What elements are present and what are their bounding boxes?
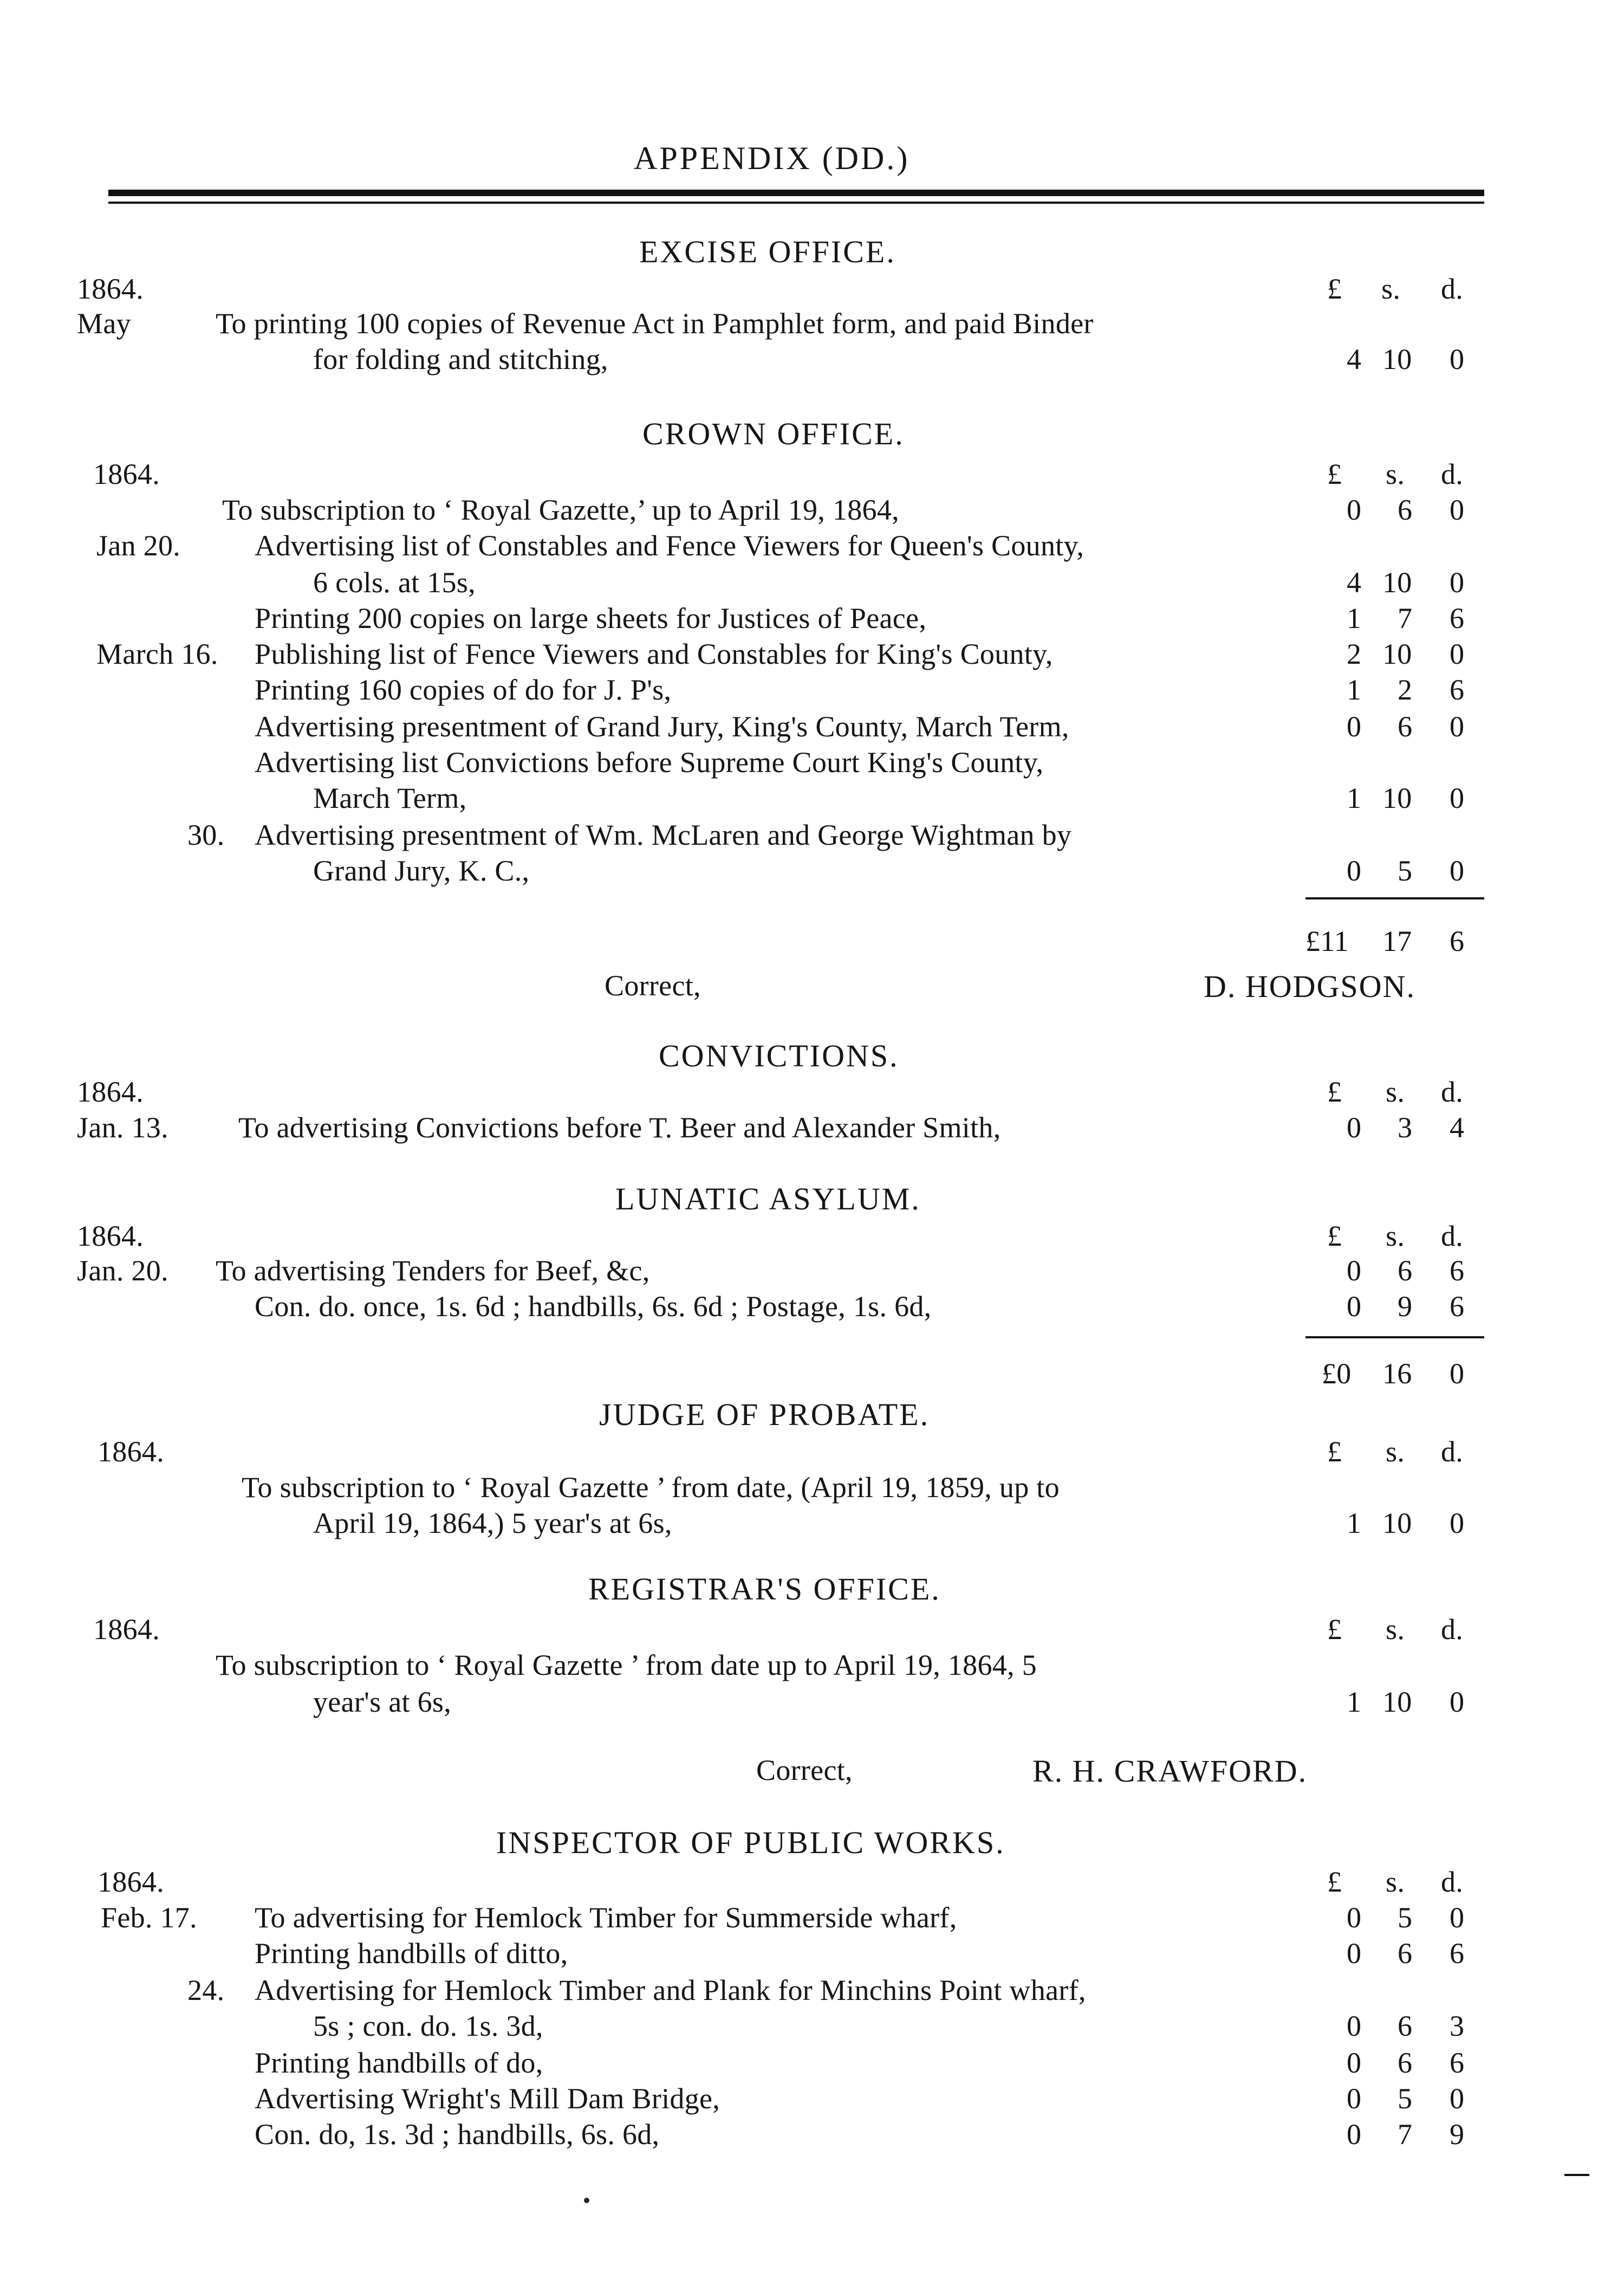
amount-pence: 6	[1450, 1254, 1465, 1287]
total-rule	[1305, 897, 1484, 899]
entry-date: May	[77, 307, 131, 340]
entry-text: Printing handbills of do,	[255, 2047, 543, 2079]
total-pounds: £0	[1322, 1357, 1352, 1390]
amount-pence: 0	[1450, 710, 1465, 743]
entry-text: Advertising list Convictions before Supreme Court King's County,	[255, 746, 1044, 779]
entry-date: Jan. 20.	[77, 1254, 168, 1287]
section-year: 1864.	[77, 1076, 144, 1108]
amount-pence: 4	[1450, 1111, 1465, 1144]
amount-pence: 0	[1450, 566, 1465, 599]
total-pence: 6	[1450, 925, 1465, 957]
amount-shillings: 3	[1398, 1111, 1413, 1144]
entry-text: To subscription to ‘ Royal Gazette ’ from date up to April 19, 1864, 5	[216, 1649, 1037, 1681]
amount-shillings: 6	[1398, 494, 1413, 526]
amount-pence: 6	[1450, 1937, 1465, 1970]
amount-pence: 6	[1450, 674, 1465, 706]
amount-pence: 6	[1450, 1290, 1465, 1323]
pounds-header: £	[1327, 1220, 1342, 1252]
amount-shillings: 7	[1398, 2118, 1413, 2151]
amount-pounds: 0	[1347, 1901, 1362, 1934]
amount-pence: 6	[1450, 2047, 1465, 2079]
amount-pounds: 0	[1347, 2082, 1362, 2115]
header-rule-thin	[108, 202, 1484, 204]
pounds-header: £	[1327, 1435, 1342, 1468]
amount-pounds: 2	[1347, 638, 1362, 670]
amount-shillings: 6	[1398, 2047, 1413, 2079]
amount-pounds: 1	[1347, 602, 1362, 635]
entry-date: Feb. 17.	[101, 1901, 197, 1934]
page-header: APPENDIX (DD.)	[634, 140, 910, 176]
amount-pounds: 0	[1347, 1290, 1362, 1323]
amount-pounds: 1	[1347, 1507, 1362, 1539]
amount-shillings: 5	[1398, 2082, 1413, 2115]
shillings-header: s.	[1381, 273, 1401, 305]
amount-shillings: 5	[1398, 854, 1413, 887]
entry-text: Con. do, 1s. 3d ; handbills, 6s. 6d,	[255, 2118, 660, 2151]
section-title-registrars-office: REGISTRAR'S OFFICE.	[588, 1571, 941, 1607]
amount-pence: 0	[1450, 2082, 1465, 2115]
section-year: 1864.	[77, 1220, 144, 1252]
amount-pounds: 4	[1347, 343, 1362, 375]
section-title-judge-of-probate: JUDGE OF PROBATE.	[599, 1397, 930, 1432]
amount-pence: 0	[1450, 638, 1465, 670]
correct-label: Correct,	[605, 969, 701, 1002]
amount-pounds: 0	[1347, 1254, 1362, 1287]
amount-shillings: 6	[1398, 1254, 1413, 1287]
amount-pounds: 0	[1347, 494, 1362, 526]
margin-dash-mark	[1564, 2174, 1589, 2176]
amount-shillings: 10	[1382, 566, 1412, 599]
pence-header: d.	[1441, 1076, 1464, 1108]
pounds-header: £	[1327, 1613, 1342, 1646]
shillings-header: s.	[1386, 1435, 1405, 1468]
pounds-header: £	[1327, 1076, 1342, 1108]
pounds-header: £	[1327, 458, 1342, 490]
entry-text: Printing 160 copies of do for J. P's,	[255, 674, 672, 706]
section-title-inspector-of-public-works: INSPECTOR OF PUBLIC WORKS.	[496, 1825, 1005, 1860]
entry-date: 24.	[187, 1974, 225, 2006]
entry-text: Printing 200 copies on large sheets for Justices of Peace,	[255, 602, 927, 635]
entry-text: Publishing list of Fence Viewers and Constables for King's County,	[255, 638, 1053, 670]
pence-header: d.	[1441, 458, 1464, 490]
amount-pence: 6	[1450, 602, 1465, 635]
amount-pence: 0	[1450, 854, 1465, 887]
entry-text: Con. do. once, 1s. 6d ; handbills, 6s. 6d ; Postage, 1s. 6d,	[255, 1290, 932, 1323]
total-pence: 0	[1450, 1357, 1465, 1390]
amount-pence: 9	[1450, 2118, 1465, 2151]
amount-pence: 3	[1450, 2010, 1465, 2042]
amount-shillings: 7	[1398, 602, 1413, 635]
section-year: 1864.	[93, 1613, 160, 1646]
entry-text: March Term,	[313, 782, 467, 814]
entry-text: Grand Jury, K. C.,	[313, 854, 530, 887]
entry-text: To advertising for Hemlock Timber for Summerside wharf,	[255, 1901, 957, 1934]
amount-shillings: 10	[1382, 1507, 1412, 1539]
entry-date: Jan 20.	[96, 529, 181, 562]
pence-header: d.	[1441, 1220, 1464, 1252]
pence-header: d.	[1441, 273, 1464, 305]
amount-pounds: 1	[1347, 1686, 1362, 1718]
header-rule-thick	[108, 190, 1484, 196]
shillings-header: s.	[1386, 1220, 1405, 1252]
amount-pounds: 0	[1347, 854, 1362, 887]
amount-shillings: 10	[1382, 1686, 1412, 1718]
total-pounds: £11	[1305, 925, 1349, 957]
amount-pounds: 0	[1347, 1111, 1362, 1144]
section-year: 1864.	[77, 273, 144, 305]
entry-text: To advertising Tenders for Beef, &c,	[216, 1254, 650, 1287]
entry-text: Advertising presentment of Grand Jury, King's County, March Term,	[255, 710, 1069, 743]
entry-text: To advertising Convictions before T. Beer and Alexander Smith,	[238, 1111, 1001, 1144]
section-title-excise-office: EXCISE OFFICE.	[639, 234, 896, 269]
amount-pounds: 0	[1347, 2010, 1362, 2042]
total-shillings: 16	[1382, 1357, 1412, 1390]
entry-date: 30.	[187, 819, 225, 851]
amount-pence: 0	[1450, 494, 1465, 526]
amount-pounds: 1	[1347, 674, 1362, 706]
section-title-convictions: CONVICTIONS.	[659, 1038, 899, 1073]
amount-pounds: 0	[1347, 2118, 1362, 2151]
shillings-header: s.	[1386, 458, 1405, 490]
correct-label: Correct,	[756, 1754, 853, 1786]
page-dot-mark	[584, 2198, 589, 2203]
entry-text: April 19, 1864,) 5 year's at 6s,	[313, 1507, 672, 1539]
entry-text: To printing 100 copies of Revenue Act in Pamphlet form, and paid Binder	[216, 307, 1094, 340]
entry-text: Advertising presentment of Wm. McLaren and George Wightman by	[255, 819, 1072, 851]
amount-pence: 0	[1450, 782, 1465, 814]
entry-text: Advertising list of Constables and Fence Viewers for Queen's County,	[255, 529, 1084, 562]
section-year: 1864.	[98, 1435, 164, 1468]
amount-shillings: 2	[1398, 674, 1413, 706]
amount-pounds: 1	[1347, 782, 1362, 814]
amount-shillings: 5	[1398, 1901, 1413, 1934]
amount-shillings: 6	[1398, 2010, 1413, 2042]
entry-text: To subscription to ‘ Royal Gazette,’ up to April 19, 1864,	[222, 494, 899, 526]
pence-header: d.	[1441, 1613, 1464, 1646]
entry-text: for folding and stitching,	[313, 343, 608, 375]
amount-pence: 0	[1450, 1507, 1465, 1539]
amount-shillings: 6	[1398, 1937, 1413, 1970]
total-rule	[1305, 1336, 1484, 1338]
pence-header: d.	[1441, 1866, 1464, 1898]
shillings-header: s.	[1386, 1866, 1405, 1898]
section-title-lunatic-asylum: LUNATIC ASYLUM.	[615, 1181, 921, 1216]
entry-date: March 16.	[96, 638, 218, 670]
entry-date: Jan. 13.	[77, 1111, 168, 1144]
amount-shillings: 6	[1398, 710, 1413, 743]
pounds-header: £	[1327, 273, 1342, 305]
amount-shillings: 9	[1398, 1290, 1413, 1323]
entry-text: To subscription to ‘ Royal Gazette ’ from date, (April 19, 1859, up to	[242, 1471, 1060, 1504]
entry-text: Advertising for Hemlock Timber and Plank for Minchins Point wharf,	[255, 1974, 1086, 2006]
entry-text: year's at 6s,	[313, 1686, 452, 1718]
section-year: 1864.	[93, 458, 160, 490]
amount-pence: 0	[1450, 343, 1465, 375]
entry-text: 6 cols. at 15s,	[313, 566, 476, 599]
amount-pounds: 0	[1347, 710, 1362, 743]
amount-pounds: 0	[1347, 1937, 1362, 1970]
amount-pence: 0	[1450, 1901, 1465, 1934]
amount-shillings: 10	[1382, 782, 1412, 814]
amount-pence: 0	[1450, 1686, 1465, 1718]
amount-shillings: 10	[1382, 638, 1412, 670]
shillings-header: s.	[1386, 1076, 1405, 1108]
pence-header: d.	[1441, 1435, 1464, 1468]
amount-pounds: 0	[1347, 2047, 1362, 2079]
signatory: D. HODGSON.	[1204, 969, 1415, 1004]
entry-text: 5s ; con. do. 1s. 3d,	[313, 2010, 543, 2042]
shillings-header: s.	[1386, 1613, 1405, 1646]
pounds-header: £	[1327, 1866, 1342, 1898]
signatory: R. H. CRAWFORD.	[1032, 1753, 1308, 1789]
entry-text: Advertising Wright's Mill Dam Bridge,	[255, 2082, 720, 2115]
entry-text: Printing handbills of ditto,	[255, 1937, 568, 1970]
amount-pounds: 4	[1347, 566, 1362, 599]
amount-shillings: 10	[1382, 343, 1412, 375]
section-title-crown-office: CROWN OFFICE.	[642, 416, 905, 451]
total-shillings: 17	[1382, 925, 1412, 957]
section-year: 1864.	[98, 1866, 164, 1898]
